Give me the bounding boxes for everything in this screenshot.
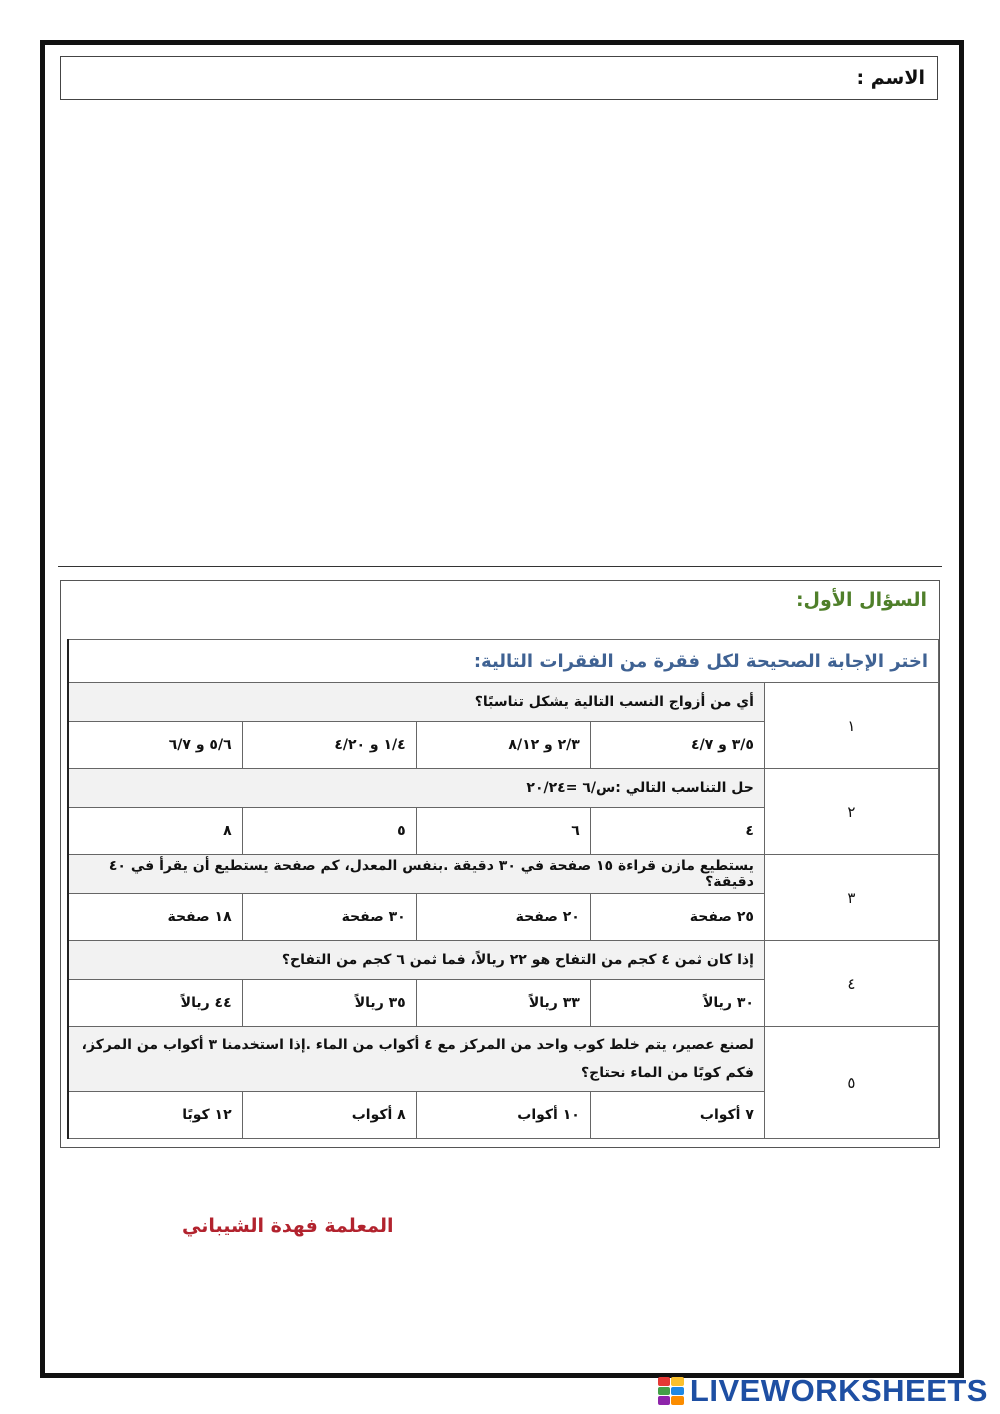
answer-option[interactable]: ٣٠ صفحة <box>242 894 416 941</box>
logo-tile <box>658 1377 671 1386</box>
student-name-field[interactable] <box>60 56 938 100</box>
question-row <box>68 683 939 722</box>
answer-option[interactable]: ١/٤ و ٤/٢٠ <box>242 722 416 769</box>
answer-option[interactable]: ٢٥ صفحة <box>590 894 764 941</box>
question-text: أي من أزواج النسب التالية يشكل تناسبًا؟ <box>68 683 764 722</box>
answer-option[interactable]: ٨ أكواب <box>242 1092 416 1139</box>
answer-option[interactable]: ٥ <box>242 808 416 855</box>
question-number: ٥ <box>764 1027 938 1139</box>
answer-option[interactable]: ٣/٥ و ٤/٧ <box>590 722 764 769</box>
section-divider <box>58 566 942 567</box>
question-text: حل التناسب التالي :س/٦ =٢٠/٢٤ <box>68 769 764 808</box>
question-text: لصنع عصير، يتم خلط كوب واحد من المركز مع ٤ أكواب من الماء .إذا استخدمنا ٣ أكواب من المركز، فكم كوبًا من الماء نحتاج؟ <box>68 1027 764 1092</box>
question-row <box>68 769 939 808</box>
logo-tile <box>671 1377 684 1386</box>
answer-option[interactable]: ٦ <box>416 808 590 855</box>
answer-option[interactable]: ١٠ أكواب <box>416 1092 590 1139</box>
question-row <box>68 941 939 980</box>
question-text: إذا كان ثمن ٤ كجم من التفاح هو ٢٢ ريالاً، فما ثمن ٦ كجم من التفاح؟ <box>68 941 764 980</box>
answer-option[interactable]: ٣٣ ريالاً <box>416 980 590 1027</box>
logo-tile <box>658 1387 671 1396</box>
question-number: ٣ <box>764 855 938 941</box>
brand-name: LIVEWORKSHEETS <box>689 1373 988 1408</box>
answer-option[interactable]: ٤٤ ريالاً <box>68 980 242 1027</box>
question-section <box>60 580 940 1148</box>
logo-tile <box>671 1387 684 1396</box>
question-number: ١ <box>764 683 938 769</box>
teacher-signature: المعلمة فهدة الشيباني <box>182 1215 394 1237</box>
answer-option[interactable]: ٢٠ صفحة <box>416 894 590 941</box>
question-text: يستطيع مازن قراءة ١٥ صفحة في ٣٠ دقيقة .بنفس المعدل، كم صفحة يستطيع أن يقرأ في ٤٠ دقيقة؟ <box>68 855 764 894</box>
answer-option[interactable]: ٨ <box>68 808 242 855</box>
answer-option[interactable]: ٣٥ ريالاً <box>242 980 416 1027</box>
logo-tile <box>658 1396 671 1405</box>
answer-option[interactable]: ٤ <box>590 808 764 855</box>
question-number: ٢ <box>764 769 938 855</box>
logo-tile <box>671 1396 684 1405</box>
answer-option[interactable]: ٢/٣ و ٨/١٢ <box>416 722 590 769</box>
instruction: اختر الإجابة الصحيحة لكل فقرة من الفقرات التالية: <box>68 640 939 683</box>
answer-option[interactable]: ٧ أكواب <box>590 1092 764 1139</box>
section-title: السؤال الأول: <box>795 589 927 611</box>
mcq-table <box>67 639 939 1139</box>
question-number: ٤ <box>764 941 938 1027</box>
liveworksheets-brand[interactable] <box>658 1373 988 1409</box>
liveworksheets-logo-icon <box>658 1377 684 1405</box>
answer-option[interactable]: ٣٠ ريالاً <box>590 980 764 1027</box>
answer-option[interactable]: ٥/٦ و ٦/٧ <box>68 722 242 769</box>
question-row <box>68 1027 939 1092</box>
answer-option[interactable]: ١٨ صفحة <box>68 894 242 941</box>
name-label: الاسم : <box>856 67 925 89</box>
answer-option[interactable]: ١٢ كوبًا <box>68 1092 242 1139</box>
question-row <box>68 855 939 894</box>
